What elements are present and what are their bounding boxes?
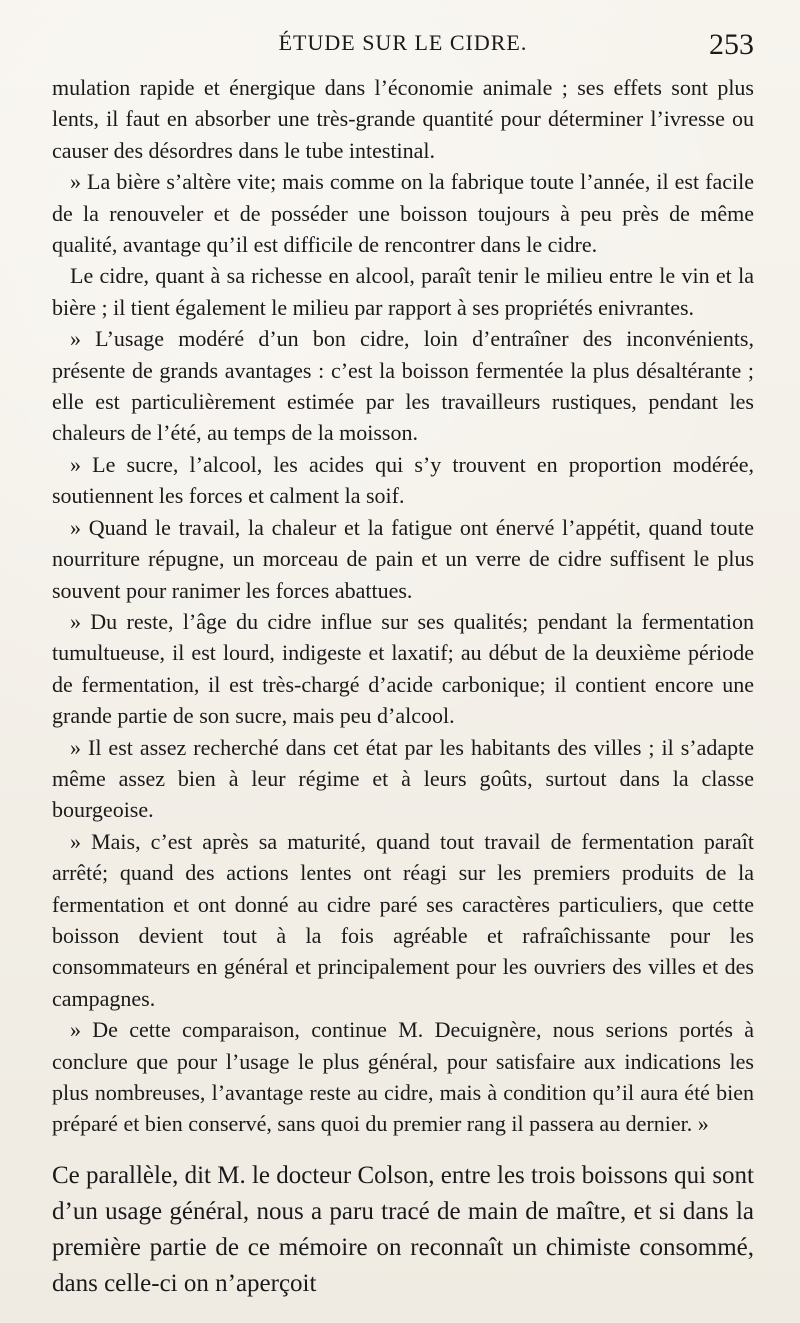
paragraph-1: mulation rapide et énergique dans l’économie animale ; ses effets sont plus lents, il faut en absorber une très-grande quantité pour déterminer l’ivresse ou causer des désordres dans le tube intestinal. — [52, 75, 754, 163]
page-header — [52, 22, 754, 66]
paragraph-6: » Quand le travail, la chaleur et la fatigue ont énervé l’appétit, quand toute nourriture répugne, un morceau de pain et un verre de cidre suffisent le plus souvent pour ranimer les forces abattues. — [52, 514, 754, 603]
paragraph-2: » La bière s’altère vite; mais comme on la fabrique toute l’année, il est facile de la renouveler et de posséder une boisson toujours à peu près de même qualité, avantage qu’il est difficile de rencontrer dans le cidre. — [52, 169, 754, 258]
paragraph-10: » De cette comparaison, continue M. Decuignère, nous serions portés à conclure que pour l’usage le plus général, pour satisfaire aux indications les plus nombreuses, l’avantage reste au cidre, mais à condition qu’il aura été bien préparé et bien conservé, sans quoi du premier rang il passera au dernier. » — [52, 1017, 754, 1137]
paragraph-9: » Mais, c’est après sa maturité, quand tout travail de fermentation paraît arrêté; quand des actions lentes ont réagi sur les premiers produits de la fermentation et ont donné au cidre paré ses caractères particuliers, que cette boisson devient tout à la fois agréable et rafraîchissante pour les consommateurs en général et principalement pour les ouvriers des villes et des campagnes. — [52, 828, 754, 1011]
running-title: ÉTUDE SUR LE CIDRE. — [278, 30, 528, 55]
paragraph-8: » Il est assez recherché dans cet état par les habitants des villes ; il s’adapte même assez bien à leur régime et à leurs goûts, surtout dans la classe bourgeoise. — [52, 734, 754, 823]
paragraph-5: » Le sucre, l’alcool, les acides qui s’y trouvent en proportion modérée, soutiennent les forces et calment la soif. — [52, 451, 754, 509]
paragraph-7: » Du reste, l’âge du cidre influe sur ses qualités; pendant la fermentation tumultueuse, il est lourd, indigeste et laxatif; au début de la deuxième période de fermentation, il est très-chargé d’acide carbonique; il contient encore une grande partie de son sucre, mais peu d’alcool. — [52, 608, 754, 729]
closing-paragraph: Ce parallèle, dit M. le docteur Colson, entre les trois boissons qui sont d’un usage général, nous a paru tracé de main de maître, et si dans la première partie de ce mémoire on reconnaît un chimiste consommé, dans celle-ci on n’aperçoit — [52, 1161, 754, 1297]
page-number: 253 — [709, 28, 754, 61]
paragraph-3: Le cidre, quant à sa richesse en alcool, paraît tenir le milieu entre le vin et la bière ; il tient également le milieu par rapport à ses propriétés enivrantes. — [52, 263, 754, 320]
paragraph-4: » L’usage modéré d’un bon cidre, loin d’entraîner des inconvénients, présente de grands avantages : c’est la boisson fermentée la plus désaltérante ; elle est particulièrement estimée par les travailleurs rustiques, pendant les chaleurs de l’été, au temps de la moisson. — [52, 326, 754, 446]
page-body — [52, 72, 754, 1302]
